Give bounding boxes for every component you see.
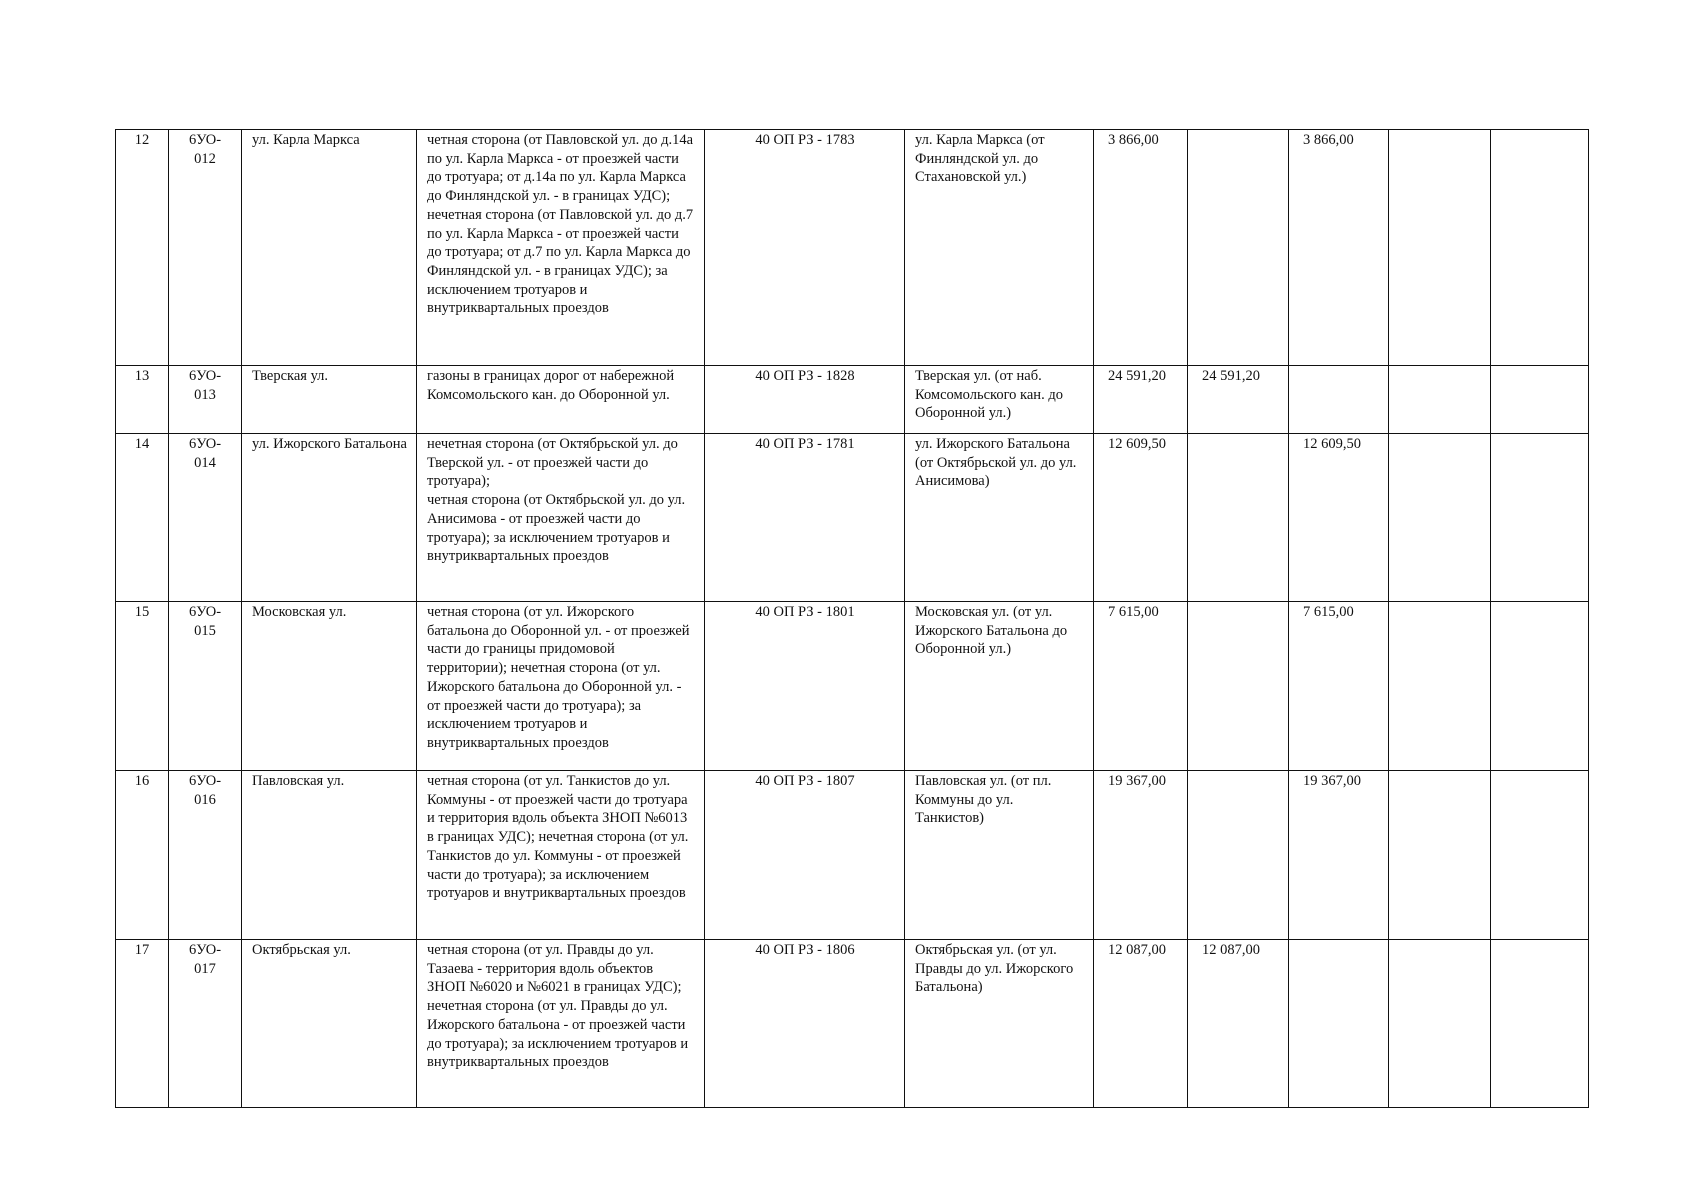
area-column-10-cell <box>1389 130 1491 366</box>
street-name-cell: Октябрьская ул. <box>242 940 417 1108</box>
object-code-cell: 6УО- 014 <box>169 434 242 602</box>
area-column-8-cell: 12 087,00 <box>1188 940 1289 1108</box>
row-number-cell: 15 <box>116 602 169 771</box>
area-column-10-cell <box>1389 940 1491 1108</box>
area-column-8-cell: 24 591,20 <box>1188 366 1289 434</box>
description-cell: четная сторона (от ул. Правды до ул. Тазаева - территория вдоль объектов ЗНОП №6020 и №6021 в границах УДС); нечетная сторона (от ул. Правды до ул. Ижорского батальона - от проезжей части до тротуара); за исключением тротуаров и внутриквартальных проездов <box>417 940 705 1108</box>
row-number-cell: 14 <box>116 434 169 602</box>
area-column-11-cell <box>1491 771 1589 940</box>
street-name-cell: Московская ул. <box>242 602 417 771</box>
total-area-cell: 24 591,20 <box>1094 366 1188 434</box>
area-column-8-cell <box>1188 602 1289 771</box>
table-row <box>116 366 1589 434</box>
table-row <box>116 771 1589 940</box>
street-name-cell: ул. Ижорского Батальона <box>242 434 417 602</box>
area-column-10-cell <box>1389 771 1491 940</box>
registry-number-cell: 40 ОП РЗ - 1807 <box>705 771 905 940</box>
table-row <box>116 434 1589 602</box>
road-section-cell: Октябрьская ул. (от ул. Правды до ул. Ижорского Батальона) <box>905 940 1094 1108</box>
area-column-9-cell: 19 367,00 <box>1289 771 1389 940</box>
row-number-cell: 16 <box>116 771 169 940</box>
road-section-cell: ул. Карла Маркса (от Финляндской ул. до Стахановской ул.) <box>905 130 1094 366</box>
row-number-cell: 12 <box>116 130 169 366</box>
area-column-11-cell <box>1491 940 1589 1108</box>
description-cell: четная сторона (от ул. Танкистов до ул. Коммуны - от проезжей части до тротуара и территория вдоль объекта ЗНОП №6013 в границах УДС); нечетная сторона (от ул. Танкистов до ул. Коммуны - от проезжей части до тротуара); за исключением тротуаров и внутриквартальных проездов <box>417 771 705 940</box>
area-column-10-cell <box>1389 434 1491 602</box>
area-column-9-cell <box>1289 366 1389 434</box>
road-section-cell: Павловская ул. (от пл. Коммуны до ул. Танкистов) <box>905 771 1094 940</box>
table-row <box>116 940 1589 1108</box>
registry-number-cell: 40 ОП РЗ - 1783 <box>705 130 905 366</box>
area-column-11-cell <box>1491 434 1589 602</box>
total-area-cell: 3 866,00 <box>1094 130 1188 366</box>
area-column-10-cell <box>1389 366 1491 434</box>
description-cell: четная сторона (от Павловской ул. до д.14а по ул. Карла Маркса - от проезжей части до тротуара; от д.14а по ул. Карла Маркса до Финляндской ул. - в границах УДС); нечетная сторона (от Павловской ул. до д.7 по ул. Карла Маркса - от проезжей части до тротуара; от д.7 по ул. Карла Маркса до Финляндской ул. - в границах УДС); за исключением тротуаров и внутриквартальных проездов <box>417 130 705 366</box>
area-column-8-cell <box>1188 130 1289 366</box>
area-column-11-cell <box>1491 602 1589 771</box>
area-column-11-cell <box>1491 366 1589 434</box>
object-code-cell: 6УО- 012 <box>169 130 242 366</box>
description-cell: газоны в границах дорог от набережной Комсомольского кан. до Оборонной ул. <box>417 366 705 434</box>
area-column-10-cell <box>1389 602 1491 771</box>
area-column-8-cell <box>1188 434 1289 602</box>
street-name-cell: Тверская ул. <box>242 366 417 434</box>
total-area-cell: 12 609,50 <box>1094 434 1188 602</box>
registry-number-cell: 40 ОП РЗ - 1801 <box>705 602 905 771</box>
area-column-9-cell: 3 866,00 <box>1289 130 1389 366</box>
object-code-cell: 6УО- 015 <box>169 602 242 771</box>
total-area-cell: 19 367,00 <box>1094 771 1188 940</box>
row-number-cell: 17 <box>116 940 169 1108</box>
description-cell: нечетная сторона (от Октябрьской ул. до Тверской ул. - от проезжей части до тротуара); четная сторона (от Октябрьской ул. до ул. Анисимова - от проезжей части до тротуара); за исключением тротуаров и внутриквартальных проездов <box>417 434 705 602</box>
road-section-cell: ул. Ижорского Батальона (от Октябрьской ул. до ул. Анисимова) <box>905 434 1094 602</box>
description-cell: четная сторона (от ул. Ижорского батальона до Оборонной ул. - от проезжей части до границы придомовой территории); нечетная сторона (от ул. Ижорского батальона до Оборонной ул. - от проезжей части до тротуара); за исключением тротуаров и внутриквартальных проездов <box>417 602 705 771</box>
area-column-9-cell <box>1289 940 1389 1108</box>
street-name-cell: ул. Карла Маркса <box>242 130 417 366</box>
total-area-cell: 7 615,00 <box>1094 602 1188 771</box>
registry-number-cell: 40 ОП РЗ - 1781 <box>705 434 905 602</box>
table-row <box>116 602 1589 771</box>
area-column-8-cell <box>1188 771 1289 940</box>
registry-number-cell: 40 ОП РЗ - 1806 <box>705 940 905 1108</box>
table-body <box>116 130 1589 1108</box>
object-code-cell: 6УО- 013 <box>169 366 242 434</box>
registry-number-cell: 40 ОП РЗ - 1828 <box>705 366 905 434</box>
objects-table <box>115 129 1589 1108</box>
street-name-cell: Павловская ул. <box>242 771 417 940</box>
object-code-cell: 6УО- 017 <box>169 940 242 1108</box>
table-row <box>116 130 1589 366</box>
total-area-cell: 12 087,00 <box>1094 940 1188 1108</box>
area-column-11-cell <box>1491 130 1589 366</box>
area-column-9-cell: 7 615,00 <box>1289 602 1389 771</box>
object-code-cell: 6УО- 016 <box>169 771 242 940</box>
road-section-cell: Тверская ул. (от наб. Комсомольского кан. до Оборонной ул.) <box>905 366 1094 434</box>
area-column-9-cell: 12 609,50 <box>1289 434 1389 602</box>
row-number-cell: 13 <box>116 366 169 434</box>
road-section-cell: Московская ул. (от ул. Ижорского Батальона до Оборонной ул.) <box>905 602 1094 771</box>
